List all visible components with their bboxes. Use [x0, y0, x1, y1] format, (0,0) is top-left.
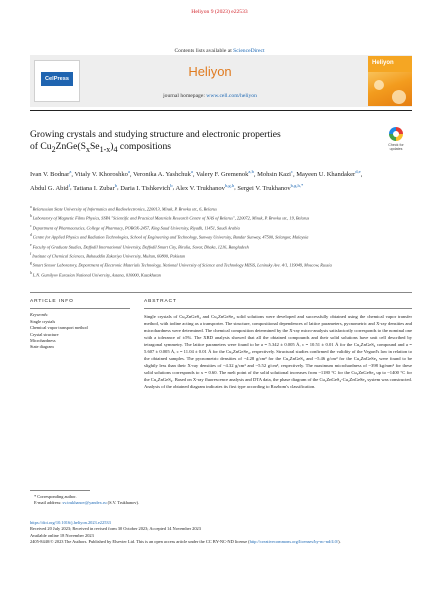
abstract-text: Single crystals of Cu₂ZnGeS₄ and Cu₂ZnGeSe₄ solid solutions were developed and successfully obtained using the chemical vapor transfer method, with iodine acting as a transporter. The structure, compositional dependences of lattice parameters, pycnometric and X-ray densities and microhardness were determined. The chemical composition determined by the X-ray micro-analysis satisfactorily corresponds to the nominal one with a tolerance of ±5%. The XRD analysis showed that all the obtained compounds and their solid solutions have unit cell described by tetragonal symmetry. The lattice parameters were found to be a = 5.342 ± 0.005 Å, c = 10.51 ± 0.01 Å for the Cu₂ZnGeS₄ compound and a = 5.607 ± 0.005 Å, c = 11.04 ± 0.01 Å for the Cu₂ZnGeSe₄, respectively. Structural studies confirmed the validity of the Vegard's law in relation to the obtained samples. The pycnometric densities of ~4.28 g/cm³ for the Cu₂ZnGeS₄ and ~5.46 g/cm³ for the Cu₂ZnGeSe₄ were found to be slightly less than their X-ray densities of ~4.32 g/cm³ and ~5.52 g/cm³, respectively. The maximum microhardness of ~398 kg/mm² for these solid solutions corresponds to x = 0.60. The melt point of the solid solutional increases from ~1180 °C for the Cu₂ZnGeSe₄ up to ~1400 °C for the Cu₂ZnGeS₄. Based on X-ray fluorescence analysis and DTA data, the phase diagram of the Cu₂ZnGeS₄-Cu₂ZnGeSe₄ system was constructed. Analysis of the obtained diagram indicates its first type according to Rozbom's classification. — [144, 314, 412, 390]
check-updates-label: Check for updates — [388, 143, 404, 152]
cellpress-logo[interactable] — [34, 60, 80, 102]
affiliation-label: c — [30, 223, 32, 228]
keyword: State diagram — [30, 344, 54, 350]
title-line-1: Growing crystals and studying structure and electronic properties — [30, 129, 281, 140]
affiliation-mark[interactable]: c — [290, 169, 293, 174]
author-name: Abdul G. Abid — [30, 184, 69, 192]
keyword-list — [30, 319, 140, 350]
affiliation-text: Faculty of Graduate Studies, Daffodil International University, Daffodil Smart City, Birulia, Savar, Dhaka, 1216, Bangladesh — [32, 243, 249, 249]
keyword: Microhardness — [30, 337, 56, 343]
affiliation-mark[interactable]: b — [170, 182, 173, 188]
author-list: Ivan V. Bodnar$^a$, Vitaly V. Khoroshko$^a$, Veronika A. Yashchuk$^a$, Valery F. Gremenok$^{a,b}$, Mohsin Kazi$^c$, Mayeen U. Khandaker$^{d,e}$, Abdul G. Abid$^f$, Tatiana I. Zubar$^b$, Daria I. Tishkevich$^b$, Alex V. Trukhanov$^{b,g,h}$, Sergei V. Trukhanov$^{b,g,h,*}$ — [30, 169, 363, 192]
author[interactable] — [73, 182, 118, 192]
keywords-label: Keywords: — [30, 312, 49, 317]
available-online: Available online 18 November 2023 — [30, 532, 94, 538]
author-name: Vitaly V. Khoroshko — [74, 171, 128, 179]
author-name: Daria I. Tishkevich — [120, 184, 171, 192]
email-suffix: (S.V. Trukhanov). — [106, 500, 140, 506]
author[interactable] — [296, 171, 361, 178]
cover-title: Heliyon — [372, 60, 394, 66]
affiliation-mark[interactable]: b — [114, 182, 118, 188]
cover-artwork — [368, 72, 412, 106]
check-updates-icon — [389, 127, 403, 141]
title-formula-prefix: of Cu — [30, 141, 52, 152]
journal-title: Heliyon — [188, 64, 232, 79]
affiliation-item — [30, 260, 410, 269]
article-info-heading: ARTICLE INFO — [30, 299, 74, 304]
title-sub: 1-x — [99, 144, 111, 154]
affiliation-item — [30, 232, 410, 241]
affiliation-label: a — [30, 205, 32, 209]
affiliation-label: f — [30, 251, 32, 256]
keyword: Crystal structure — [30, 331, 59, 337]
article-info-rule — [30, 308, 130, 309]
affiliation-item — [30, 270, 410, 279]
author-name: Sergei V. Trukhanov — [237, 184, 291, 192]
title-sub: x — [85, 144, 90, 154]
license-link[interactable]: http://creativecommons.org/licenses/by-nc-nd/4.0/ — [249, 539, 339, 545]
affiliation-mark[interactable]: b,g,h,* — [290, 182, 304, 188]
affiliation-text: L.N. Gumilyov Eurasian National University, Astana, 010000, Kazakhstan — [32, 272, 161, 278]
sciencedirect-link[interactable]: ScienceDirect — [233, 48, 265, 54]
affiliation-label: d — [30, 233, 32, 238]
keyword: Chemical vapor transport method — [30, 325, 88, 331]
email-line — [34, 500, 374, 506]
title-sub: 2 — [51, 144, 56, 154]
author[interactable] — [120, 182, 173, 192]
keyword: Single crystals — [30, 319, 56, 324]
article-metadata — [30, 520, 412, 546]
affiliation-text: Institute of Chemical Sciences, Bahauddin Zakariya University, Multan, 60800, Pakistan — [32, 253, 186, 259]
received-dates: Received 20 July 2023; Received in revised form 30 October 2023; Accepted 14 November 2023 — [30, 526, 201, 532]
running-head: Heliyon 9 (2023) e22533 — [191, 9, 248, 15]
affiliation-item — [30, 213, 410, 222]
title-suffix: compositions — [117, 141, 172, 152]
author-name: Valery F. Gremenok — [196, 171, 249, 179]
affiliation-item — [30, 242, 410, 251]
affiliation-text: Centre for Applied Physics and Radiation Technologies, School of Engineering and Technology, Sunway University, Bandar Sunway, 47500, Selangor, Malaysia — [32, 234, 309, 240]
license-suffix: ). — [338, 539, 341, 545]
journal-banner — [30, 55, 412, 107]
affiliation-text: Smart Sensor Laboratory, Department of Electronic Materials Technology, National University of Science and Technology MISiS, Leninsky Ave. 4/1, 119049, Moscow, Russia — [32, 262, 332, 268]
title-formula-part: ) — [110, 141, 114, 152]
affiliation-mark[interactable]: f — [68, 182, 70, 188]
affiliation-label: g — [30, 261, 32, 266]
author[interactable] — [133, 171, 193, 178]
affiliation-item — [30, 204, 410, 213]
affiliation-item — [30, 223, 410, 232]
title-formula-part: Se — [89, 141, 100, 152]
affiliation-label: h — [30, 270, 32, 275]
homepage-prefix: journal homepage: — [163, 93, 207, 99]
affiliation-label: b — [30, 214, 32, 219]
author[interactable] — [30, 171, 71, 178]
email-prefix: E-mail address: — [34, 500, 63, 506]
affiliation-label: e — [30, 242, 32, 247]
author-name: Mayeen U. Khandaker — [296, 171, 356, 179]
cover-dot — [392, 90, 406, 104]
affiliation-mark[interactable]: a — [69, 169, 72, 174]
author-name: Tatiana I. Zubar — [73, 184, 115, 192]
author[interactable] — [196, 171, 254, 178]
footnotes — [34, 494, 374, 507]
abstract-heading: ABSTRACT — [144, 299, 177, 304]
author[interactable] — [30, 182, 70, 192]
affiliation-text: Department of Pharmaceutics, College of Pharmacy, POBOX-2457, King Saud University, Riyadh, 11451, Saudi Arabia — [32, 225, 240, 231]
abstract-rule — [144, 308, 412, 309]
cover-dot — [374, 80, 384, 90]
affiliation-text: Belarussian State University of Informatics and Radioelectronics, 220013, Minsk, P. Brovka str., 6, Belarus — [32, 206, 217, 212]
affiliation-text: Laboratory of Magnetic Films Physics, SSPA "Scientific and Practical Materials Research Centre of NAS of Belarus", 220072, Minsk, P. Brovka str., 19, Belarus — [32, 215, 310, 221]
author[interactable] — [257, 171, 293, 178]
affiliation-mark[interactable]: b,g,h — [224, 182, 235, 188]
affiliation-item — [30, 251, 410, 260]
doi-link[interactable]: https://doi.org/10.1016/j.heliyon.2023.e22533 — [30, 520, 111, 525]
license-prefix: 2405-8440/© 2023 The Authors. Published by Elsevier Ltd. This is an open access article under the CC BY-NC-ND license ( — [30, 539, 250, 545]
email-link[interactable]: sv.trukhanov@yandex.ru — [62, 500, 107, 506]
title-sub: 4 — [113, 144, 118, 154]
title-formula-part: ZnGe(S — [55, 141, 86, 152]
author[interactable] — [175, 182, 235, 192]
affiliation-mark[interactable]: a — [190, 169, 193, 174]
author[interactable] — [75, 171, 130, 178]
affiliation-mark[interactable]: d,e — [355, 169, 361, 174]
check-for-updates-button[interactable] — [382, 127, 410, 155]
journal-homepage-line — [80, 93, 340, 99]
affiliation-mark[interactable]: a — [127, 169, 130, 174]
article-title — [30, 129, 340, 156]
section-divider — [30, 292, 412, 293]
license-statement — [30, 539, 412, 545]
affiliation-mark[interactable]: a,b — [248, 169, 254, 174]
author-name: Mohsin Kazi — [257, 171, 291, 179]
author-name: Veronika A. Yashchuk — [133, 171, 191, 179]
author-name: Ivan V. Bodnar — [30, 171, 70, 179]
author-name: Alex V. Trukhanov — [175, 184, 225, 192]
cellpress-logo-text: CelPress — [41, 72, 73, 86]
footnote-divider — [30, 490, 90, 491]
author[interactable] — [237, 182, 304, 192]
contents-available-line — [0, 48, 439, 54]
contents-prefix: Contents lists available at — [174, 48, 234, 54]
journal-cover-image[interactable] — [368, 56, 412, 106]
affiliation-list — [30, 204, 410, 279]
journal-homepage-link[interactable]: www.cell.com/heliyon — [206, 93, 257, 99]
header-divider — [30, 110, 412, 111]
corresponding-author-note: * Corresponding author. — [34, 494, 77, 499]
